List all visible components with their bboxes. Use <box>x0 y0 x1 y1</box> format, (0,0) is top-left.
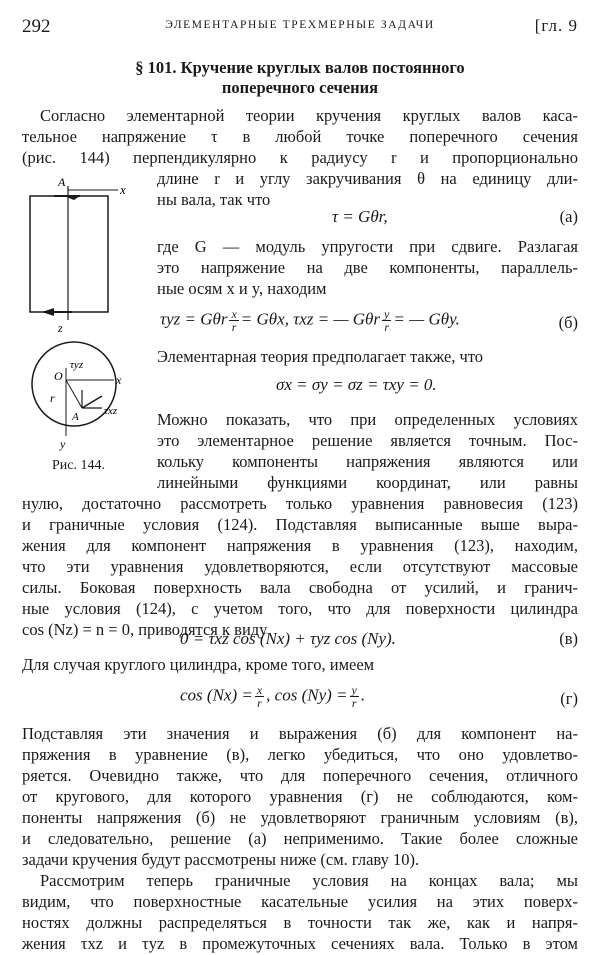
text-line: где G — модуль упругости при сдвиге. Разлагая <box>157 237 578 256</box>
shaft-rect <box>30 196 108 312</box>
equation-a-label: (а) <box>559 207 578 226</box>
label-tau-xz: τxz <box>104 405 118 417</box>
page-number: 292 <box>22 16 51 37</box>
running-title: ЭЛЕМЕНТАРНЫЕ ТРЕХМЕРНЫЕ ЗАДАЧИ <box>165 19 435 31</box>
equation-g <box>180 684 365 709</box>
eq-g-part3: . <box>360 685 366 705</box>
figure-144 <box>14 168 154 468</box>
running-header <box>22 16 578 38</box>
text-line: и следовательно, решение (а) неприменимо. Такие более сложные <box>22 829 578 848</box>
label-A: A <box>72 411 79 423</box>
eq-g-frac1-num: x <box>256 683 263 697</box>
eq-b-part1: τyz = Gθr <box>160 309 228 329</box>
text-line: тельное напряжение τ в любой точке поперечного сечения <box>22 127 578 146</box>
text-line: поненты напряжения (б) не удовлетворяют граничным условиям (в), <box>22 808 578 827</box>
eq-g-frac2-den: r <box>351 696 357 710</box>
text-line: Согласно элементарной теории кручения круглых валов каса- <box>40 106 578 125</box>
equation-g-label: (г) <box>560 689 578 708</box>
text-line: нулю, достаточно рассмотреть только уравнения равновесия (123) <box>22 494 578 513</box>
radius-line <box>66 380 82 408</box>
label-y: y <box>60 437 66 451</box>
text-line: ные условия (124), с учетом того, что для поверхности цилиндра <box>22 599 578 618</box>
text-line: кольку компоненты напряжения являются или <box>157 452 578 471</box>
eq-g-frac2-num: y <box>351 683 357 697</box>
eq-b-part3: = — Gθy. <box>393 309 460 329</box>
figure-caption: Рис. 144. <box>52 458 105 473</box>
text-line: линейными функциями координат, или равны <box>157 473 578 492</box>
text-line: ряется. Очевидно также, что для поперечного сечения, отличного <box>22 766 578 785</box>
text-line: пряжения в уравнение (в), легко убедиться, что оно удовлетво- <box>22 745 578 764</box>
eq-g-frac1-den: r <box>257 696 262 710</box>
eq-b-frac1-den: r <box>231 320 237 334</box>
text-line: длине r и углу закручивания θ на единицу дли- <box>157 169 578 188</box>
tau-arrow <box>82 396 102 408</box>
text-line: силы. Боковая поверхность вала свободна от усилий, и гранич- <box>22 578 578 597</box>
text-line: Можно показать, что при определенных условиях <box>157 410 578 429</box>
equation-v: 0 = τxz cos (Nx) + τyz cos (Ny). <box>180 629 396 648</box>
eq-b-frac2-num: y <box>384 307 390 321</box>
torque-arrow-bottom <box>42 308 54 316</box>
text-line: ны вала, так что <box>157 190 271 209</box>
text-line: и граничные условия (124). Подставляя выписанные выше выра- <box>22 515 578 534</box>
label-A-top: A <box>58 175 66 189</box>
label-x-top: x <box>120 182 126 197</box>
equation-a: τ = Gθr, <box>332 207 388 226</box>
label-O: O <box>54 369 63 383</box>
text-line: Элементарная теория предполагает также, что <box>157 347 484 366</box>
eq-b-frac1-num: x <box>231 307 237 321</box>
eq-b-frac1 <box>229 308 238 333</box>
text-line: Рассмотрим теперь граничные условия на концах вала; мы <box>40 871 578 890</box>
text-line: Для случая круглого цилиндра, кроме того, имеем <box>22 655 375 674</box>
chapter-marker: [гл. 9 <box>534 16 578 35</box>
eq-b-frac2 <box>382 308 391 333</box>
label-r: r <box>50 391 55 405</box>
section-title-line-1: § 101. Кручение круглых валов постоянного <box>135 58 465 77</box>
eq-g-part2: , cos (Ny) = <box>266 685 348 705</box>
text-line: задачи кручения будут рассмотрены ниже (см. главу 10). <box>22 850 420 869</box>
text-line: (рис. 144) перпендикулярно к радиусу r и пропорционально <box>22 148 578 167</box>
text-line: это элементарное решение является точным. Пос- <box>157 431 578 450</box>
eq-g-frac1 <box>255 684 264 709</box>
section-title <box>80 58 520 98</box>
eq-b-part2: = Gθx, τxz = — Gθr <box>240 309 381 329</box>
equation-v-label: (в) <box>559 629 578 648</box>
text-line: это напряжение на две компоненты, параллель- <box>157 258 578 277</box>
text-line: видим, что поверхностные касательные усилия на этих поверх- <box>22 892 578 911</box>
equation-b-label: (б) <box>558 313 578 332</box>
label-x: x <box>116 373 122 387</box>
text-line: от кругового, для которого уравнения (г) не соблюдаются, ком- <box>22 787 578 806</box>
label-tau-yz: τyz <box>70 359 84 371</box>
eq-g-part1: cos (Nx) = <box>180 685 253 705</box>
equation-b <box>160 308 460 333</box>
equation-sigma: σx = σy = σz = τxy = 0. <box>276 375 437 394</box>
text-line: ные осям x и y, находим <box>157 279 327 298</box>
text-line: Подставляя эти значения и выражения (б) для компонент на- <box>22 724 578 743</box>
text-line: cos (Nz) = n = 0, приводятся к виду <box>22 620 268 639</box>
text-line: что эти уравнения удовлетворяются, если отсутствуют массовые <box>22 557 578 576</box>
eq-b-frac2-den: r <box>384 320 390 334</box>
text-line: жения τxz и τyz в промежуточных сечениях вала. Только в этом <box>22 934 578 953</box>
text-line: жения для компонент напряжения в уравнения (123), находим, <box>22 536 578 555</box>
eq-g-frac2 <box>350 684 359 709</box>
section-title-line-2: поперечного сечения <box>221 78 379 97</box>
label-z: z <box>58 321 63 335</box>
text-line: ностях должны распределяться в точности так же, как и напря- <box>22 913 578 932</box>
